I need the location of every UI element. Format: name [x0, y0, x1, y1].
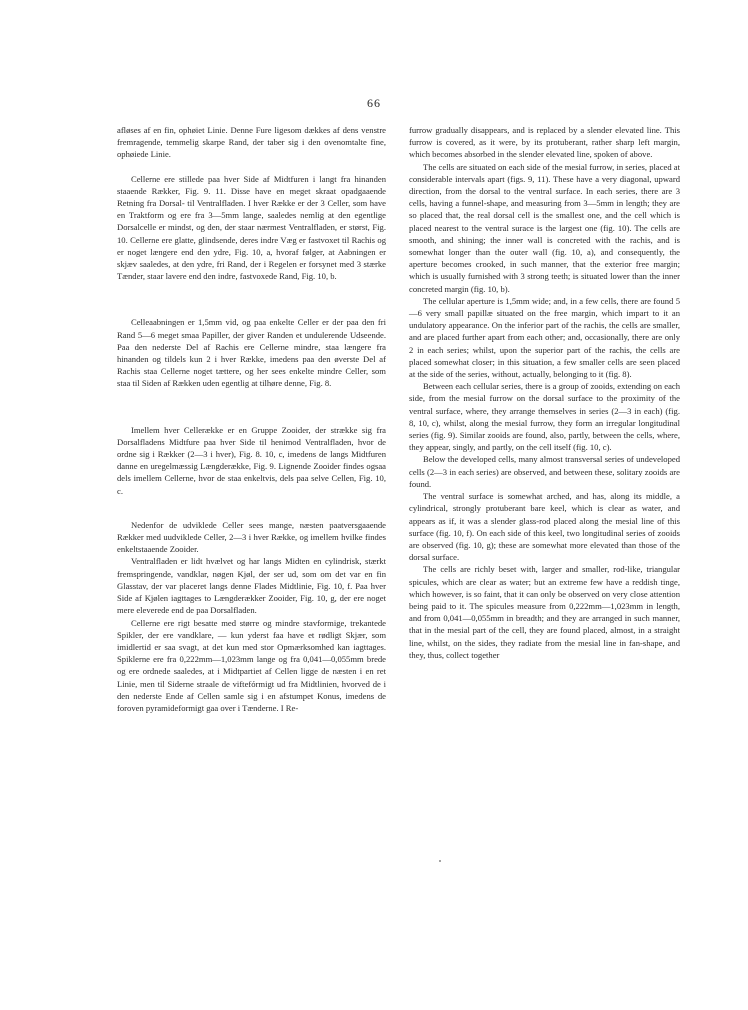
right-paragraph-7: The cells are richly beset with, larger and smaller, rod-like, triangular spicules, which are clear as water; but an extreme few have a reddish tinge, which however, is so faint, that it can only be observed on very close attention being paid to it. The spicules measure from 0,222mm—1,023mm in length, and from 0,041—0,055mm in breadth; and they are arranged in such manner, that in the mesial part of the cell, they are found placed, almost, in a straight line, whilst, on the sides, they radiate from the mesial line in fan-shape, and they, thus, collect together [409, 564, 680, 660]
left-paragraph-3: Celleaabningen er 1,5mm vid, og paa enkelte Celler er der paa den fri Rand 5—6 meget smaa Papiller, der giver Randen et undulerende Udseende. Paa den nederste Del af Rachis ere Cellerne mindre, staa længere fra hinanden og tildels kun 2 i hver Række, imedens paa den øverste Del af Rachis staa Cellerne noget tættere, og her sees enkelte mindre Celler, som staa til Siden af Rækken uden egentlig at tilhøre denne, Fig. 8. [117, 317, 386, 389]
page-speck [439, 860, 441, 862]
left-paragraph-6: Ventralfladen er lidt hvælvet og har langs Midten en cylindrisk, stærkt fremspringende, vandklar, nøgen Kjøl, der ser ud, som om det var en fin Glasstav, der var placeret langs denne Flades Midtlinie, Fig. 10, f. Paa hver Side af Kjølen iagttages to Længderækker Zooider, Fig. 10, g, der ere noget mere eleverede end de paa Dorsalfladen. [117, 556, 386, 616]
right-paragraph-1: furrow gradually disappears, and is replaced by a slender elevated line. This furrow is covered, as it were, by its protuberant, rather sharp left margin, which becomes absorbed in the slender elevated line, spoken of above. [409, 125, 680, 160]
right-paragraph-4: Between each cellular series, there is a group of zooids, extending on each side, from the mesial furrow on the dorsal surface to the proximity of the ventral surface, where, they arrange themselves in series (2—3 in each) (fig. 8, 10, c), whilst, along the mesial furrow, they form an irregular longitudinal series (fig. 9). Similar zooids are found, also, partly, between the cells, where, they appear, singly, and partly, on the cell itself (fig. 10, c). [409, 381, 680, 453]
right-paragraph-5: Below the developed cells, many almost transversal series of undeveloped cells (2—3 in each series) are observed, and between these, solitary zooids are found. [409, 454, 680, 489]
left-paragraph-2: Cellerne ere stillede paa hver Side af Midtfuren i langt fra hinanden staaende Rækker, Fig. 9. 11. Disse have en meget skraat opadgaaende Retning fra Dorsal- til Ventralfladen. I hver Række er der 3 Celler, som have en Traktform og ere fra 3—5mm lange, saaledes nemlig at den egentlige Dorsalcelle er mindst, og den, der staar nærmest Ventralfladen, er størst, Fig. 10. Cellerne ere glatte, glindsende, deres indre Væg er fastvoxet til Rachis og er noget længere end den ydre, Fig. 10, a, hvoraf følger, at Aabningen er skjæv saaledes, at den ydre, fri Rand, der i Regelen er forsynet med 3 stærke Tænder, staar lavere end den indre, fastvoxede Rand, Fig. 10, b. [117, 173, 386, 282]
left-column-norwegian [117, 124, 386, 714]
right-paragraph-6: The ventral surface is somewhat arched, and has, along its middle, a cylindrical, strongly protuberant bare keel, which is clear as water, and appears as if, it was a slender glass-rod placed along the mesial line of this surface (fig. 10, f). On each side of this keel, two longitudinal series of zooids are observed (fig. 10, g); these are somewhat more elevated than those of the dorsal surface. [409, 491, 680, 563]
right-paragraph-2: The cells are situated on each side of the mesial furrow, in series, placed at considerable intervals apart (figs. 9, 11). These have a very diagonal, upward direction, from the dorsal to the ventral surface. In each series, there are 3 cells, having a funnel-shape, and measuring from 3—5mm in length; they are so placed that, the real dorsal cell is the smallest one, and the cell which is placed nearest to the ventral surace is the largest one (fig. 10). The cells are smooth, and shining; the inner wall is concreted with the rachis, and is somewhat longer than the outer wall (fig. 10, a), and consequently, the aperture becomes crooked, in such manner, that the exterior free margin; which is usually furnished with 3 strong teeth; is situated lower than the inner concreted margin (fig. 10, b). [409, 161, 680, 294]
left-paragraph-4: Imellem hver Cellerække er en Gruppe Zooider, der strække sig fra Dorsalfladens Midtfure paa hver Side til henimod Ventralfladen, hvor de ordne sig i Rækker (2—3 i hver), Fig. 8. 10, c, imedens de langs Midtfuren danne en uregelmæssig Længderække, Fig. 9. Lignende Zooider findes ogsaa dels imellem Cellerne, hvor de staa enkeltvis, dels paa selve Cellen, Fig. 10, c. [117, 424, 386, 496]
right-column-english [409, 124, 680, 661]
left-paragraph-1: afløses af en fin, ophøiet Linie. Denne Fure ligesom dækkes af dens venstre fremragende, temmelig skarpe Rand, der taber sig i den ovenomtalte fine, ophøiede Linie. [117, 125, 386, 160]
left-paragraph-7: Cellerne ere rigt besatte med større og mindre stavformige, trekantede Spikler, der ere vandklare, — kun yderst faa have et rødligt Skjær, som imidlertid er saa svagt, at det kun med stor Opmærksomhed kan iagttages. Spiklerne ere fra 0,222mm—1,023mm lange og fra 0,041—0,055mm brede og ere ordnede saaledes, at i Midtpartiet af Cellen ligge de næsten i en ret Linie, men til Siderne straale de viftefórmigt ud fra Midtlinien, hvorved de i den nederste Ende af Cellen samle sig i en afstumpet Konus, imedens de foroven pyramideformigt gaa over i Tænderne. I Re- [117, 617, 386, 713]
right-paragraph-3: The cellular aperture is 1,5mm wide; and, in a few cells, there are found 5—6 very small papillæ situated on the free margin, which impart to it an undulatory appearance. On the inferior part of the rachis, the cells are smaller, and are placed further apart from each other; and, occasionally, there are only 2 in each series; whilst, upon the superior part of the rachis, the cells are placed somewhat closer; in this situation, a few smaller cells are seen placed at the side of the series, without, actually, belonging to it (fig. 8). [409, 295, 680, 380]
left-paragraph-5: Nedenfor de udviklede Celler sees mange, næsten paatversgaaende Rækker med uudviklede Celler, 2—3 i hver Række, og imellem hvilke findes enkeltstaaende Zooider. [117, 519, 386, 555]
page-number: 66 [367, 96, 381, 110]
